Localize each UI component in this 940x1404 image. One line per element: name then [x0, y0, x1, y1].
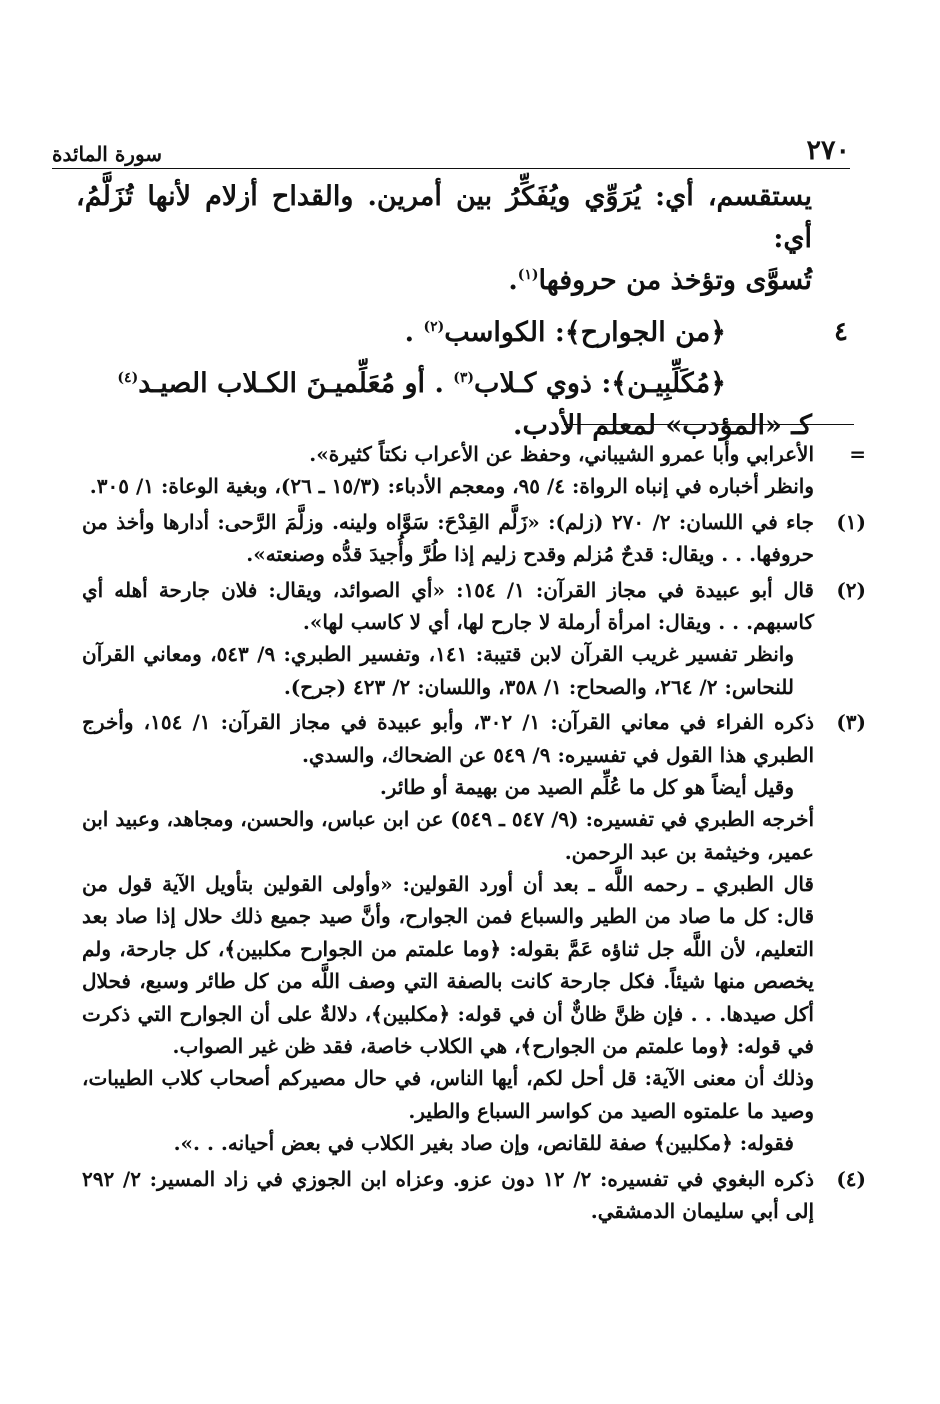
main-line	[76, 312, 726, 354]
footnote-2	[82, 574, 866, 704]
footnote-ref: (٣)	[453, 370, 475, 387]
footnote-text: فقوله: ﴿مكلبين﴾ صفة للقانص، وإن صاد بغير الكلاب في بعض أحيانه. . .».	[173, 1131, 794, 1156]
main-text-span: كـ «المؤدب» لمعلم الأدب.	[513, 410, 812, 442]
main-paragraph-2	[76, 312, 848, 354]
main-text	[76, 176, 848, 457]
running-header	[52, 128, 850, 169]
verse-number: ٤	[834, 316, 848, 347]
surah-title: سورة المائدة	[52, 142, 163, 166]
main-line	[76, 260, 812, 302]
footnote-text: وانظر تفسير غريب القرآن لابن قتيبة: ١٤١، وتفسير الطبري: ٩/ ٥٤٣، ومعاني القرآن للنحاس: ٢/ ٢٦٤، والصحاح: ١/ ٣٥٨، واللسان: ٢/ ٤٢٣ (جرح).	[82, 642, 794, 699]
footnote-ref: (٤)	[117, 370, 139, 387]
footnote-ref: (٢)	[423, 318, 445, 335]
main-text-span: تُسوَّى وتؤخذ من حروفها	[538, 264, 812, 296]
page-number: ٢٧٠	[806, 135, 850, 166]
footnote-marker: (٣)	[836, 710, 866, 735]
footnote-marker: (٢)	[836, 577, 866, 602]
footnote-3	[82, 706, 866, 1159]
main-text-span: يستقسم، أي: يُرَوِّي ويُفَكِّرُ بين أمرين. والقداح أزلام لأنها تُزَلَّمُ، أي:	[76, 181, 812, 254]
footnote-marker: (٤)	[836, 1166, 866, 1191]
footnote-text: وقيل أيضاً هو كل ما عُلِّم الصيد من بهيمة أو طائر.	[379, 774, 794, 799]
footnote-separator	[564, 424, 854, 425]
main-line	[76, 176, 812, 260]
main-line	[76, 363, 812, 405]
footnote-text: ذكره البغوي في تفسيره: ٢/ ١٢ دون عزو. وعزاه ابن الجوزي في زاد المسير: ٢/ ٢٩٢ إلى أبي سليمان الدمشقي.	[82, 1166, 814, 1223]
footnotes	[82, 438, 866, 1230]
main-text-span: .	[404, 316, 424, 348]
footnote-text: جاء في اللسان: ٢/ ٢٧٠ (زلم): «زَلَّم القِدْحَ: سَوَّاه ولينه. وزلَّمَ الرَّحى: أدارها وأخذ من حروفها. . . ويقال: قدحٌ مُزلم وقدح زليم إذا طُرَّ وأُجيدَ قدُّه وصنعته».	[82, 509, 814, 567]
main-text-span: . أو مُعَلِّميـنَ الكـلاب الصيـد	[138, 368, 454, 400]
footnote-marker: (١)	[836, 509, 866, 534]
main-text-span: ﴿من الجوارح﴾: الكواسب	[444, 316, 726, 348]
main-paragraph-1	[76, 176, 812, 302]
main-text-span: .	[508, 264, 518, 296]
footnote-1	[82, 506, 866, 571]
main-paragraph-3	[76, 363, 812, 447]
footnote-text: ذكره الفراء في معاني القرآن: ١/ ٣٠٢، وأبو عبيدة في مجاز القرآن: ١/ ١٥٤، وأخرج الطبري هذا القول في تفسيره: ٩/ ٥٤٩ عن الضحاك، والسدي.	[82, 710, 814, 767]
footnote-4	[82, 1163, 866, 1228]
footnote-ref: (١)	[517, 266, 539, 283]
footnote-text: أخرجه الطبري في تفسيره: (٩/ ٥٤٧ ـ ٥٤٩) عن ابن عباس، والحسن، ومجاهد، وعبيد ابن عمير، وخيثمة بن عبد الرحمن.	[82, 807, 814, 864]
footnote-marker: =	[849, 442, 866, 466]
footnote-text: قال الطبري ـ رحمه اللَّه ـ بعد أن أورد القولين: «وأولى القولين بتأويل الآية قول من قال: كل ما صاد من الطير والسباع فمن الجوارح، وأنَّ صيد جميع ذلك حلال إذا صاد بعد التعليم، لأن اللَّه جل ثناؤه عَمَّ بقوله: ﴿وما علمتم من الجوارح مكلبين﴾، كل جارحة، ولم يخصص منها شيئاً. فكل جارحة كانت بالصفة التي وصف اللَّه من كل طائر وسبع، فحلال أكل صيدها. . . فإن ظنَّ ظانٌّ أن في قوله: ﴿مكلبين﴾، دلالةٌ على أن الجوارح التي ذكرت في قوله: ﴿وما علمتم من الجوارح﴾، هي الكلاب خاصة، فقد ظن غير الصواب.	[82, 872, 814, 1059]
footnote-text: الأعرابي وأبا عمرو الشيباني، وحفظ عن الأعراب نكتاً كثيرة».	[309, 442, 814, 466]
footnote-text: قال أبو عبيدة في مجاز القرآن: ١/ ١٥٤: «أي الصوائد، ويقال: فلان جارحة أهله أي كاسبهم. . . ويقال: امرأة أرملة لا جارح لها، أي لا كاسب لها».	[82, 577, 814, 634]
footnote-text: وذلك أن معنى الآية: قل أحل لكم، أيها الناس، في حال مصيركم أصحاب كلاب الطيبات، وصيد ما علمتوه الصيد من كواسر السباع والطير.	[82, 1066, 814, 1123]
main-text-span: ﴿مُكَلِّبِيـن﴾: ذوي كـلاب	[474, 368, 726, 400]
footnote-text: وانظر أخباره في إنباه الرواة: ٤/ ٩٥، ومعجم الأدباء: (١٥/٣ ـ ٢٦)، وبغية الوعاة: ١/ ٣٠٥.	[89, 474, 814, 499]
footnote-continuation	[82, 438, 866, 503]
